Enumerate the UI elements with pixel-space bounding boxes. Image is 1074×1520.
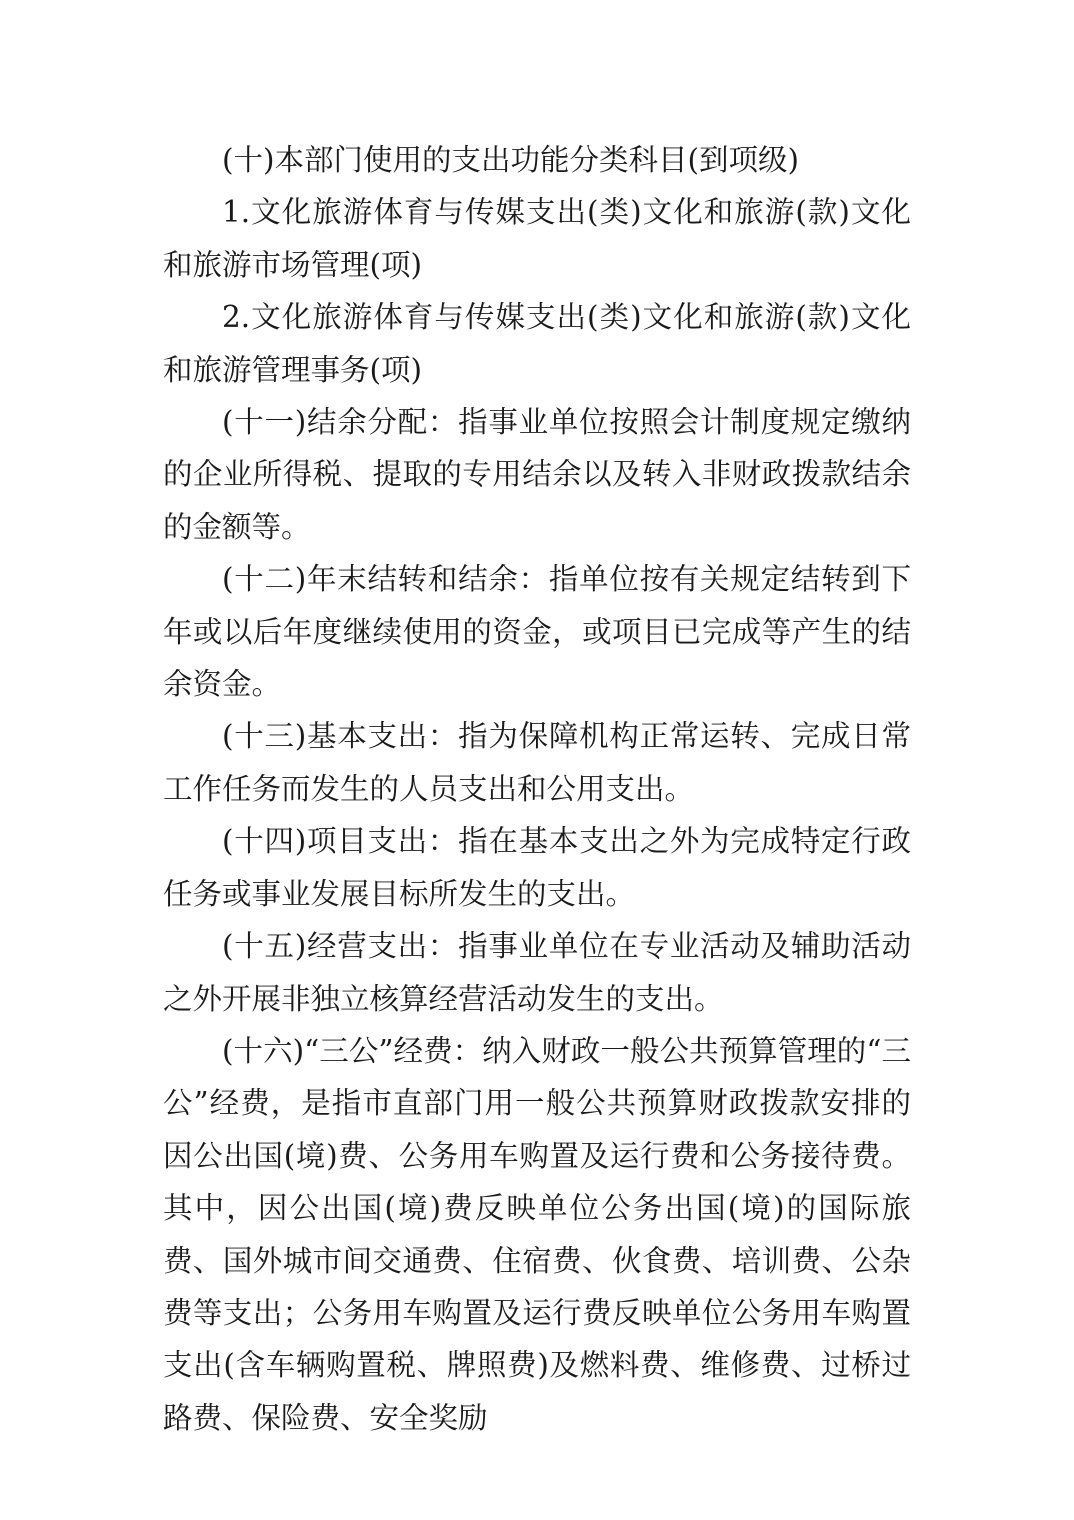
paragraph-category-item-2: 2.文化旅游体育与传媒支出(类)文化和旅游(款)文化和旅游管理事务(项)	[163, 300, 911, 387]
paragraph-expenditure-categories: (十)本部门使用的支出功能分类科目(到项级)	[222, 143, 800, 177]
paragraph-three-public-expenses: (十六)“三公”经费：纳入财政一般公共预算管理的“三公”经费，是指市直部门用一般公共预算财政拨款安排的因公出国(境)费、公务用车购置及运行费和公务接待费。其中，因公出国(境)费反映单位公务出国(境)的国际旅费、国外城市间交通费、住宿费、伙食费、培训费、公杂费等支出；公务用车购置及运行费反映单位公务用车购置支出(含车辆购置税、牌照费)及燃料费、维修费、过桥过路费、保险费、安全奖励	[163, 1033, 911, 1435]
paragraph-category-item-1: 1.文化旅游体育与传媒支出(类)文化和旅游(款)文化和旅游市场管理(项)	[163, 195, 911, 282]
paragraph-basic-expenditure: (十三)基本支出：指为保障机构正常运转、完成日常工作任务而发生的人员支出和公用支出。	[163, 719, 911, 806]
paragraph-balance-distribution: (十一)结余分配：指事业单位按照会计制度规定缴纳的企业所得税、提取的专用结余以及转入非财政拨款结余的金额等。	[163, 405, 911, 544]
document-body	[163, 134, 911, 1444]
paragraph-project-expenditure: (十四)项目支出：指在基本支出之外为完成特定行政任务或事业发展目标所发生的支出。	[163, 824, 911, 911]
paragraph-operating-expenditure: (十五)经营支出：指事业单位在专业活动及辅助活动之外开展非独立核算经营活动发生的支出。	[163, 929, 911, 1016]
paragraph-year-end-carryover: (十二)年末结转和结余：指单位按有关规定结转到下年或以后年度继续使用的资金，或项目已完成等产生的结余资金。	[163, 562, 911, 702]
